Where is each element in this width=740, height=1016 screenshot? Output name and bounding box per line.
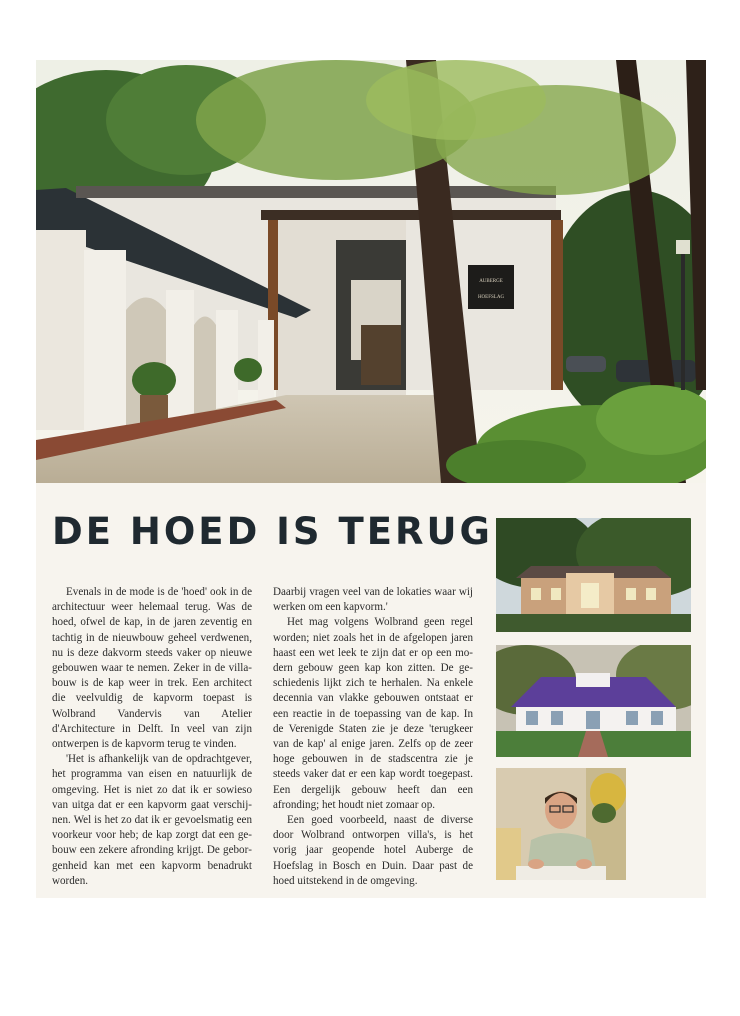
article-column-1 [52,585,252,889]
magazine-page [36,60,706,898]
article-column-2 [273,585,473,889]
article-title: DE HOED IS TERUG [52,510,493,553]
column1-paragraph-2: 'Het is afhankelijk van de opdrachtgever, het programma van eisen en natuurlijk de omgeving. Het is niet zo dat ik er sowieso van uitga dat er een kapvorm gaat verschijnen. Wel is het zo dat ik er gevoelsmatig een voorkeur voor heb; de kap zorgt dat een gebouw een zekere afronding krijgt. De geborgenheid kan met een kapvorm benadrukt worden. [52,753,252,887]
hero-photo-illustration [36,60,706,483]
photo-villa-trees [496,518,691,632]
column2-paragraph-1: Daarbij vragen veel van de lokaties waar wij werken om een kapvorm.' [273,586,473,614]
hotel-sign-line2: HOEFSLAG [477,295,505,300]
photo-villa-purple-roof [496,645,691,757]
column2-paragraph-2: Het mag volgens Wolbrand geen regel worden; niet zoals het in de afgelopen jaren haast een wet leek te zijn dat er op een modern gebouw geen kap kon zitten. De geschiedenis lijkt zich te herhalen. Na enkele decennia van vlakke gebouwen ontstaat er een reactie in de toepassing van de kap. In de Verenigde Staten zie je deze 'terugkeer van de kap' al enige jaren. Zelfs op de zeer hoge gebouwen in de stadscentra zie je steeds vaker dat er een kap wordt toegepast. Een dergelijk gebouw heeft dan een afronding; het houdt niet zomaar op. [273,616,473,811]
column2-paragraph-3: Een goed voorbeeld, naast de diverse door Wolbrand ontworpen villa's, is het vorig jaar geopende hotel Auberge de Hoefslag in Bosch en Duin. Daar past de hoed uitstekend in de omgeving. [273,814,473,887]
photo-architect-portrait [496,768,626,880]
photo-villa-trees-illustration [496,518,691,632]
photo-villa-purple-roof-illustration [496,645,691,757]
hero-photo-hotel [36,60,706,483]
hotel-sign-line1: AUBERGE [479,279,503,284]
column1-paragraph-1: Evenals in de mode is de 'hoed' ook in de architectuur weer helemaal terug. Was de hoed, ofwel de kap, in de jaren zeventig en tachtig in de nieuwbouw geheel verdwenen, nu is deze dakvorm steeds vaker op nieuwe gebouwen waar te nemen. Zeker in de villabouw is de kap weer in trek. Een architect die veelvuldig de kapvorm toepast is Wolbrand Vandervis van Atelier d'Architecture in Delft. In veel van zijn ontwerpen is de kapvorm terug te vinden. [52,586,252,751]
photo-architect-portrait-illustration [496,768,626,880]
